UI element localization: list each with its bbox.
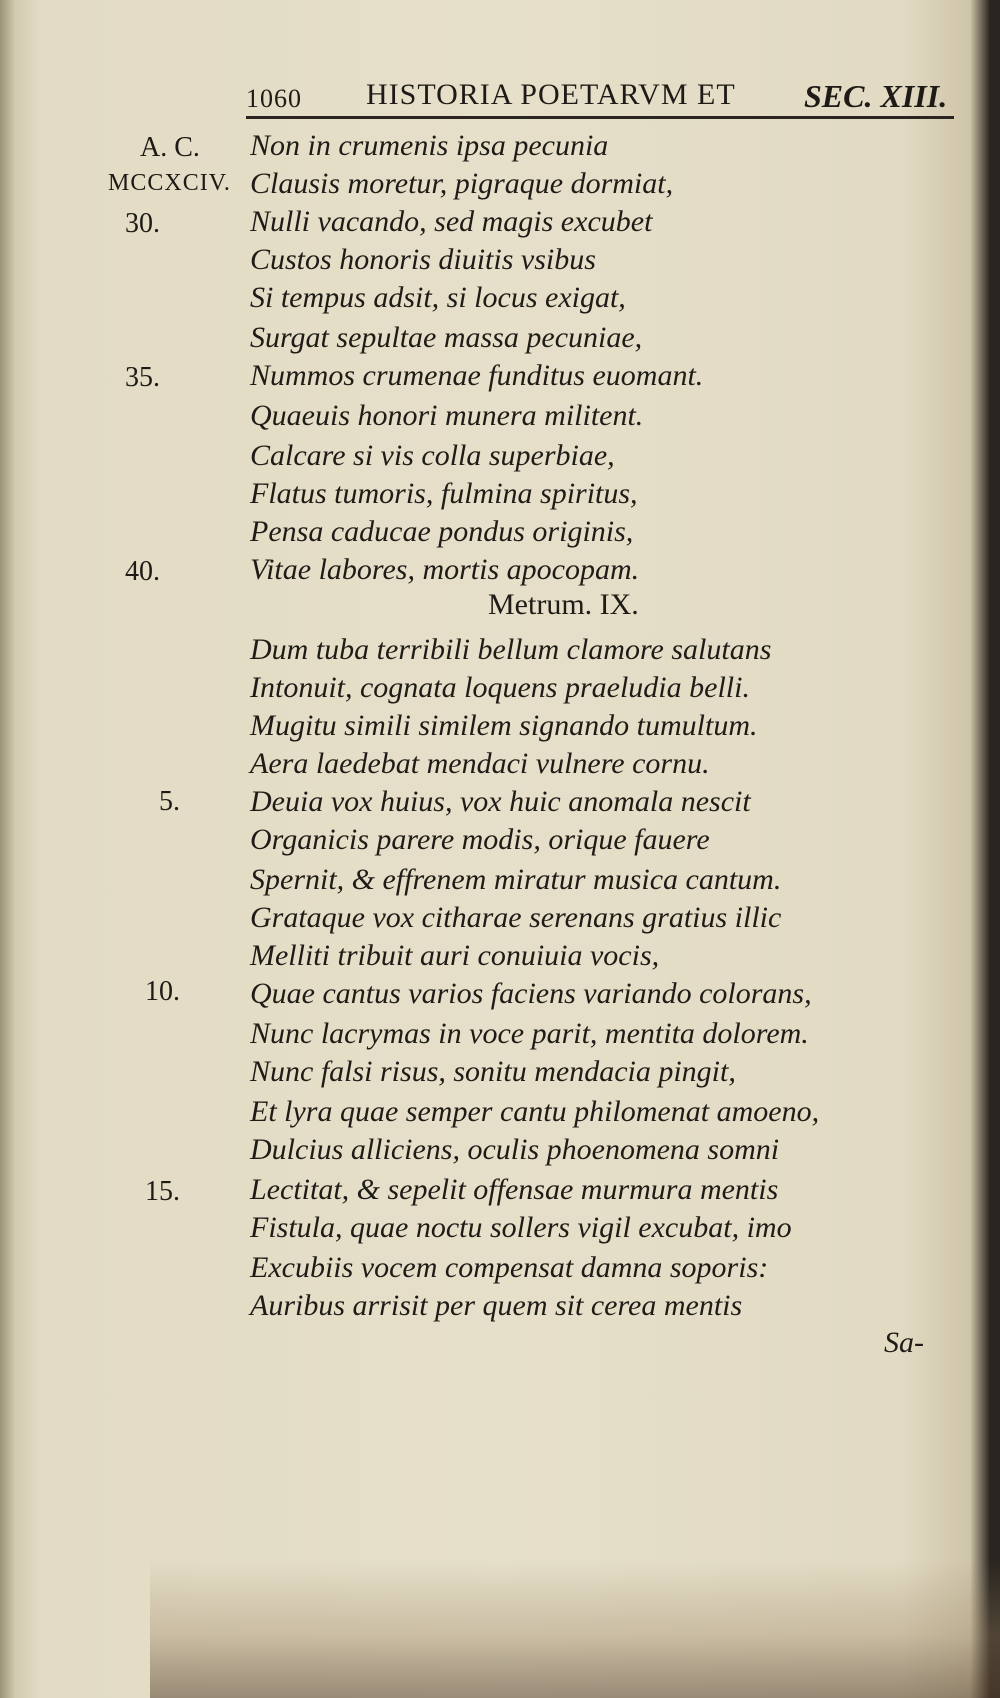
line-number: 35.	[125, 362, 160, 393]
verse-line: Vitae labores, mortis apocopam.	[250, 553, 640, 586]
year-label: MCCXCIV.	[108, 170, 231, 196]
verse-line: Et lyra quae semper cantu philomenat amoeno,	[250, 1095, 820, 1128]
verse-line: Quae cantus varios faciens variando colorans,	[250, 977, 812, 1010]
verse-line: Dulcius alliciens, oculis phoenomena somni	[250, 1133, 780, 1166]
header-rule	[246, 116, 954, 119]
page-number: 1060	[246, 84, 302, 113]
verse-line: Grataque vox citharae serenans gratius illic	[250, 901, 782, 934]
ac-label: A. C.	[140, 132, 200, 163]
verse-line: Auribus arrisit per quem sit cerea mentis	[250, 1289, 743, 1322]
section-label: SEC. XIII.	[804, 78, 948, 114]
verse-line: Excubiis vocem compensat damna soporis:	[250, 1251, 769, 1284]
metrum-heading: Metrum. IX.	[488, 588, 639, 621]
verse-line: Spernit, & effrenem miratur musica cantum.	[250, 863, 782, 896]
line-number: 10.	[145, 976, 180, 1007]
verse-line: Aera laedebat mendaci vulnere cornu.	[250, 747, 710, 780]
verse-line: Calcare si vis colla superbiae,	[250, 439, 615, 472]
line-number: 30.	[125, 208, 160, 239]
line-number: 5.	[159, 786, 180, 817]
verse-line: Intonuit, cognata loquens praeludia belli.	[250, 671, 750, 704]
verse-line: Si tempus adsit, si locus exigat,	[250, 281, 626, 314]
verse-line: Flatus tumoris, fulmina spiritus,	[250, 477, 638, 510]
page-gutter	[0, 0, 14, 1698]
verse-line: Organicis parere modis, orique fauere	[250, 823, 710, 856]
verse-line: Nummos crumenae funditus euomant.	[250, 359, 704, 392]
verse-line: Deuia vox huius, vox huic anomala nescit	[250, 785, 751, 818]
page-stain	[150, 1560, 1000, 1698]
verse-line: Quaeuis honori munera militent.	[250, 399, 644, 432]
verse-line: Non in crumenis ipsa pecunia	[250, 129, 609, 162]
verse-line: Mugitu simili similem signando tumultum.	[250, 709, 758, 742]
verse-line: Surgat sepultae massa pecuniae,	[250, 321, 643, 354]
verse-line: Nunc falsi risus, sonitu mendacia pingit,	[250, 1055, 736, 1088]
verse-line: Custos honoris diuitis vsibus	[250, 243, 596, 276]
verse-line: Clausis moretur, pigraque dormiat,	[250, 167, 674, 200]
verse-line: Pensa caducae pondus originis,	[250, 515, 634, 548]
verse-line: Lectitat, & sepelit offensae murmura mentis	[250, 1173, 779, 1206]
line-number: 15.	[145, 1176, 180, 1207]
line-number: 40.	[125, 556, 160, 587]
verse-line: Fistula, quae noctu sollers vigil excubat, imo	[250, 1211, 792, 1244]
verse-line: Nulli vacando, sed magis excubet	[250, 205, 653, 238]
running-header	[246, 78, 966, 118]
verse-line: Nunc lacrymas in voce parit, mentita dolorem.	[250, 1017, 809, 1050]
running-title: HISTORIA POETARVM ET	[366, 78, 736, 111]
verse-line: Dum tuba terribili bellum clamore salutans	[250, 633, 772, 666]
verse-line: Melliti tribuit auri conuiuia vocis,	[250, 939, 660, 972]
catchword: Sa-	[884, 1326, 924, 1359]
